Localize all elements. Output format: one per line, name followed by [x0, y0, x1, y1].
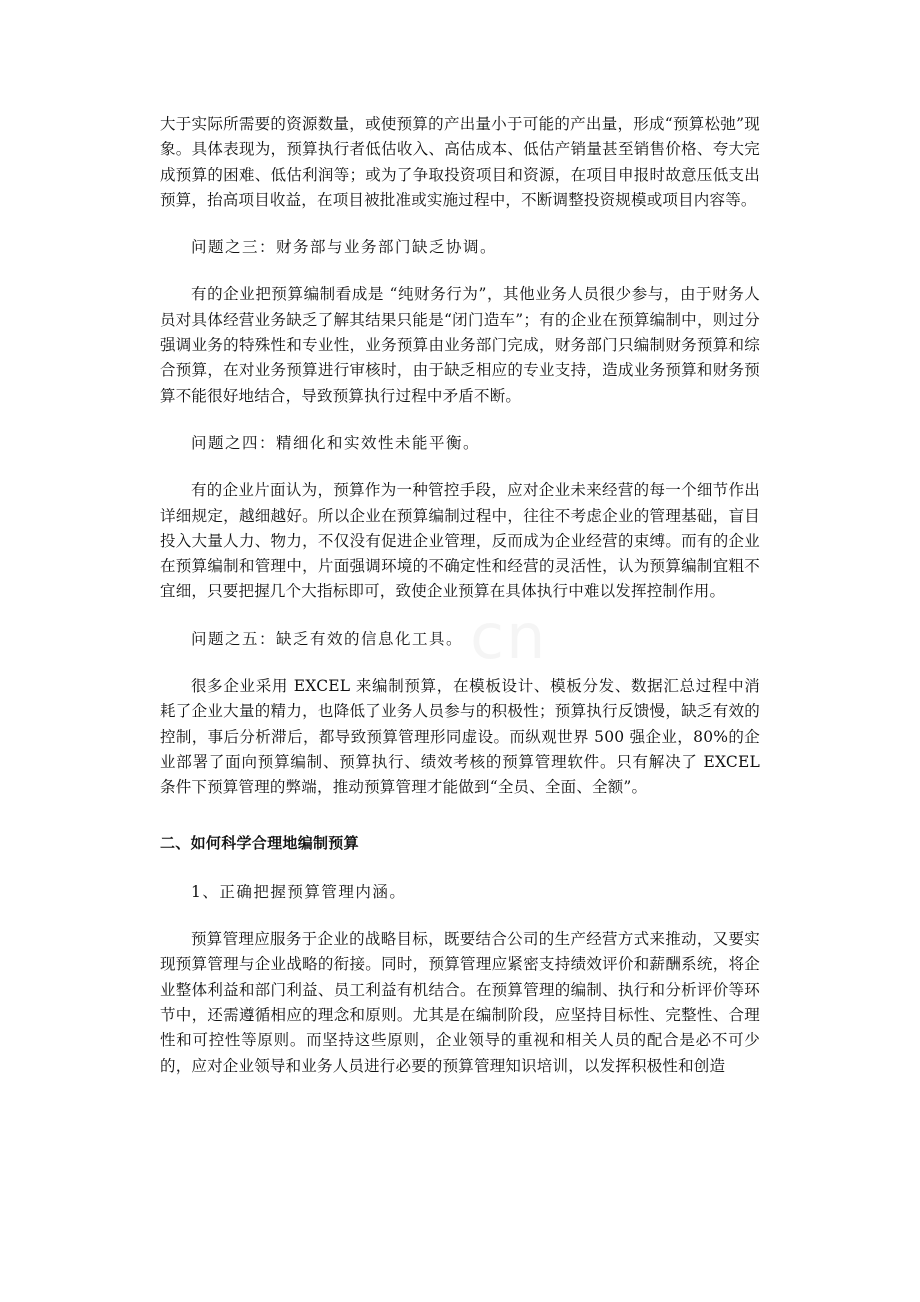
- spacer: [160, 409, 760, 431]
- subsection-one-heading: 1、正确把握预算管理内涵。: [191, 882, 407, 901]
- spacer: [160, 905, 760, 927]
- section-two-title: 二、如何科学合理地编制预算: [160, 833, 359, 852]
- spacer: [160, 652, 760, 674]
- spacer: [160, 605, 760, 627]
- spacer: [160, 856, 760, 880]
- paragraph-problem-three: 有的企业把预算编制看成是 “纯财务行为”，其他业务人员很少参与，由于财务人员对具体经营业务缺乏了解其结果只能是“闭门造车”；有的企业在预算编制中，则过分强调业务的特殊性和专业性，业务预算由业务部门完成，财务部门只编制财务预算和综合预算，在对业务预算进行审核时，由于缺乏相应的专业支持，造成业务预算和财务预算不能很好地结合，导致预算执行过程中矛盾不断。: [160, 285, 760, 405]
- paragraph-problem-four: 有的企业片面认为，预算作为一种管控手段，应对企业未来经营的每一个细节作出详细规定，越细越好。所以企业在预算编制过程中，往往不考虑企业的管理基础，盲目投入大量人力、物力，不仅没有促进企业管理，反而成为企业经营的束缚。而有的企业在预算编制和管理中，片面强调环境的不确定性和经营的灵活性，认为预算编制宜粗不宜细，只要把握几个大指标即可，致使企业预算在具体执行中难以发挥控制作用。: [160, 481, 760, 601]
- spacer: [160, 213, 760, 235]
- paragraph-problem-five: 很多企业采用 EXCEL 来编制预算，在模板设计、模板分发、数据汇总过程中消耗了企业大量的精力，也降低了业务人员参与的积极性；预算执行反馈慢，缺乏有效的控制，事后分析滞后，都导致预算管理形同虚设。而纵观世界 500 强企业，80%的企业部署了面向预算编制、预算执行、绩效考核的预算管理软件。只有解决了 EXCEL 条件下预算管理的弊端，推动预算管理才能做到“全员、全面、全额”。: [160, 677, 760, 797]
- problem-five-heading: 问题之五：缺乏有效的信息化工具。: [191, 629, 464, 648]
- paragraph-budget-slack: 大于实际所需要的资源数量，或使预算的产出量小于可能的产出量，形成“预算松弛”现象。具体表现为，预算执行者低估收入、高估成本、低估产销量甚至销售价格、夸大完成预算的困难、低估利润等；或为了争取投资项目和资源，在项目申报时故意压低支出预算，抬高项目收益，在项目被批准或实施过程中，不断调整投资规模或项目内容等。: [160, 115, 760, 209]
- spacer: [160, 260, 760, 282]
- document-page: [160, 112, 760, 1079]
- paragraph-budget-connotation: 预算管理应服务于企业的战略目标，既要结合公司的生产经营方式来推动，又要实现预算管理与企业战略的衔接。同时，预算管理应紧密支持绩效评价和薪酬系统，将企业整体利益和部门利益、员工利益有机结合。在预算管理的编制、执行和分析评价等环节中，还需遵循相应的理念和原则。尤其是在编制阶段，应坚持目标性、完整性、合理性和可控性等原则。而坚持这些原则，企业领导的重视和相关人员的配合是必不可少的，应对企业领导和业务人员进行必要的预算管理知识培训，以发挥积极性和创造: [160, 930, 760, 1075]
- spacer: [160, 801, 760, 831]
- problem-four-heading: 问题之四：精细化和实效性未能平衡。: [191, 433, 481, 452]
- problem-three-heading: 问题之三：财务部与业务部门缺乏协调。: [191, 238, 498, 257]
- spacer: [160, 456, 760, 478]
